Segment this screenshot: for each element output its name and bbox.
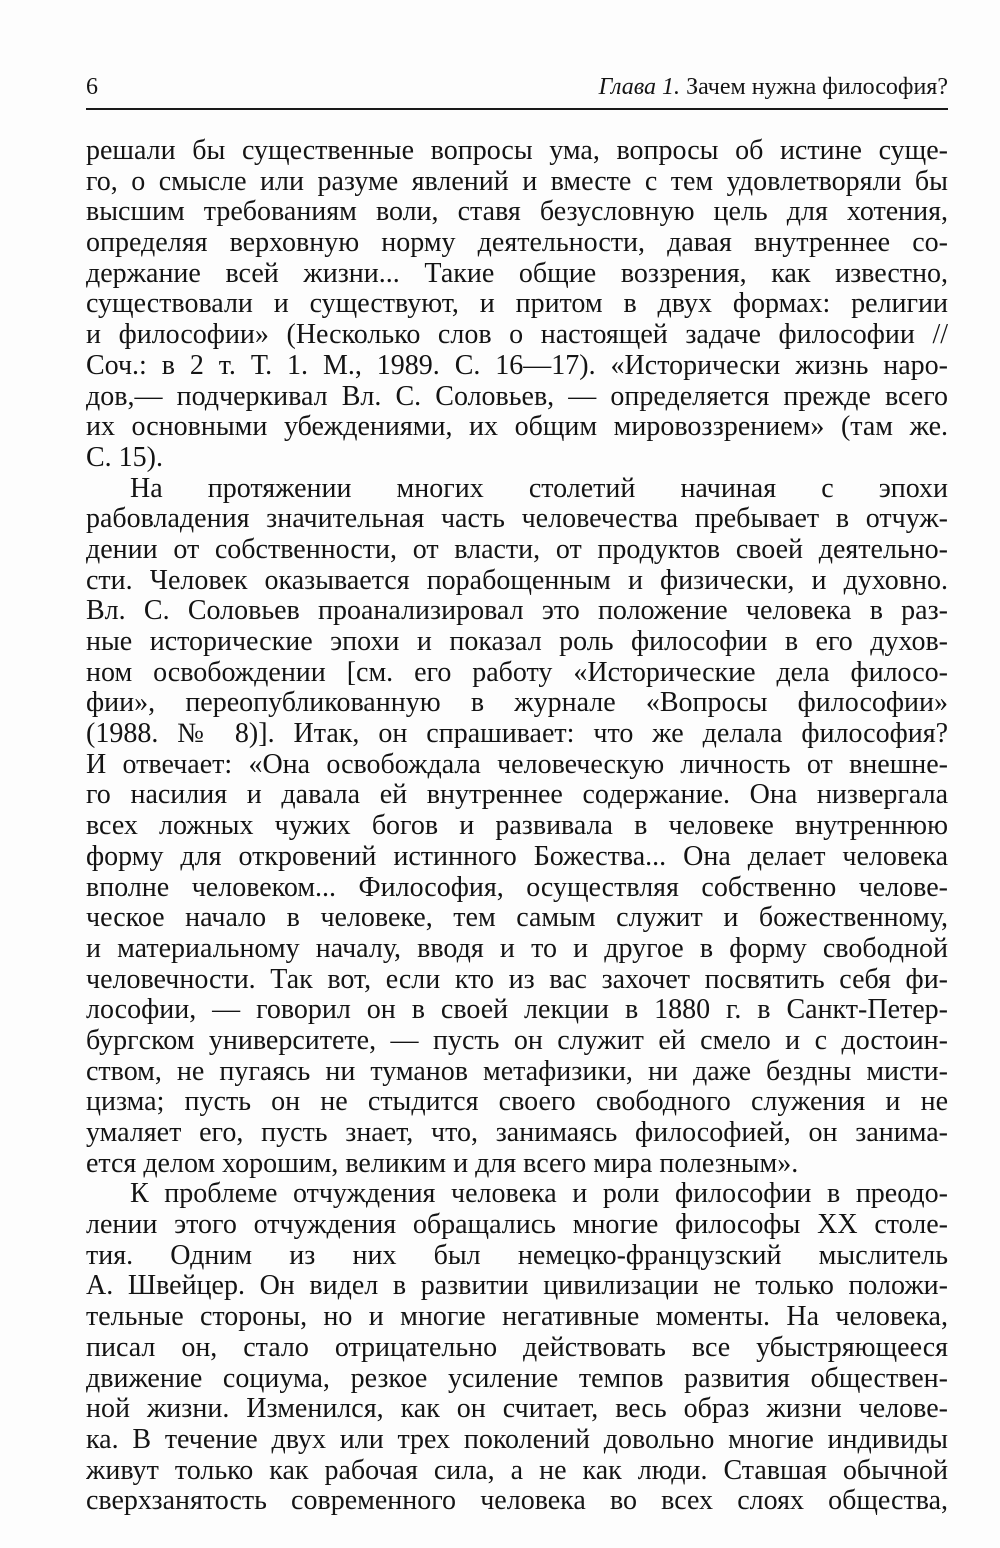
paragraph-end-line: ется делом хорошим, великим и для всего мира полезным». [86,1148,799,1179]
text-line: решали бы существенные вопросы ума, вопросы об истине суще- [86,136,948,166]
text-line: держание всей жизни... Такие общие воззрения, как известно, [86,258,948,289]
text-line: цизма; пусть он не стыдится своего свободного служения и не [86,1087,948,1118]
chapter-name: Зачем нужна философия? [686,74,948,100]
text-line: тия. Одним из них был немецко-французский мыслитель [86,1240,948,1271]
text-line: определяя верховную норму деятельности, давая внутреннее со- [86,228,948,259]
text-line: го насилия и давала ей внутреннее содержание. Она низвергала [86,780,948,811]
text-line: ческое начало в человеке, тем самым служит и божественному, [86,903,948,934]
text-line: ные исторические эпохи и показал роль философии в его духов- [86,627,948,657]
text-line: ной жизни. Изменился, как он считает, весь образ жизни челове- [86,1394,948,1425]
text-line: и философии» (Несколько слов о настоящей задаче философии // [86,320,948,351]
text-line: дов,— подчеркивал Вл. С. Соловьев, — определяется прежде всего [86,381,948,412]
text-line: живут только как рабочая сила, а не как люди. Ставшая обычной [86,1455,948,1486]
text-line: лении этого отчуждения обращались многие философы XX столе- [86,1210,948,1241]
text-line: ном освобождении [см. его работу «Исторические дела филосо- [86,657,948,688]
text-line: высшим требованиям воли, ставя безусловную цель для хотения, [86,197,948,228]
body-text [86,136,948,1517]
text-line: Соч.: в 2 т. Т. 1. М., 1989. С. 16—17). «Исторически жизнь наро- [86,350,948,381]
chapter-title [599,70,948,104]
running-head [86,70,948,104]
text-line: А. Швейцер. Он видел в развитии цивилизации не только положи- [86,1271,948,1302]
text-line: их основными убеждениями, их общим мировоззрением» (там же. [86,412,948,443]
text-line: Вл. С. Соловьев проанализировал это положение человека в раз- [86,596,948,627]
text-line: дении от собственности, от власти, от продуктов своей деятельно- [86,534,948,565]
text-line: И отвечает: «Она освобождала человеческую личность от внешне- [86,749,948,780]
text-line: тельные стороны, но и многие негативные моменты. На человека, [86,1302,948,1333]
text-line: существовали и существуют, и притом в двух формах: религии [86,289,948,320]
text-line: (1988. № 8)]. Итак, он спрашивает: что же делала философия? [86,719,948,750]
text-line: и материальному началу, вводя и то и другое в форму свободной [86,933,948,964]
paragraph-end-line: С. 15). [86,442,163,473]
text-line: ка. В течение двух или трех поколений довольно многие индивиды [86,1424,948,1455]
page-number: 6 [86,74,98,100]
text-line: всех ложных чужих богов и развивала в человеке внутреннюю [86,811,948,842]
text-line: лософии, — говорил он в своей лекции в 1880 г. в Санкт-Петер- [86,995,948,1026]
paragraph-first-line: К проблеме отчуждения человека и роли философии в преодо- [130,1179,948,1210]
text-line: ством, не пугаясь ни туманов метафизики, ни даже бездны мисти- [86,1056,948,1087]
text-line: умаляет его, пусть знает, что, занимаясь философией, он занима- [86,1118,948,1148]
text-line: форму для откровений истинного Божества... Она делает человека [86,841,948,872]
text-line: рабовладения значительная часть человечества пребывает в отчуж- [86,504,948,535]
text-line: сти. Человек оказывается порабощенным и физически, и духовно. [86,565,948,596]
text-line: вполне человеком... Философия, осуществляя собственно челове- [86,872,948,903]
text-line: писал он, стало отрицательно действовать все убыстряющееся [86,1332,948,1363]
text-line: фии», переопубликованную в журнале «Вопросы философии» [86,688,948,719]
text-line: движение социума, резкое усиление темпов развития обществен- [86,1363,948,1394]
chapter-label: Глава 1. [598,74,681,100]
text-line: бургском университете, — пусть он служит ей смело и с достоин- [86,1025,948,1056]
text-line: го, о смысле или разуме явлений и вместе с тем удовлетворяли бы [86,166,948,197]
text-line: человечности. Так вот, если кто из вас захочет посвятить себя фи- [86,964,948,995]
paragraph-first-line: На протяжении многих столетий начиная с эпохи [130,473,948,504]
header-rule [86,108,948,110]
text-line: сверхзанятость современного человека во всех слоях общества, [86,1486,948,1517]
